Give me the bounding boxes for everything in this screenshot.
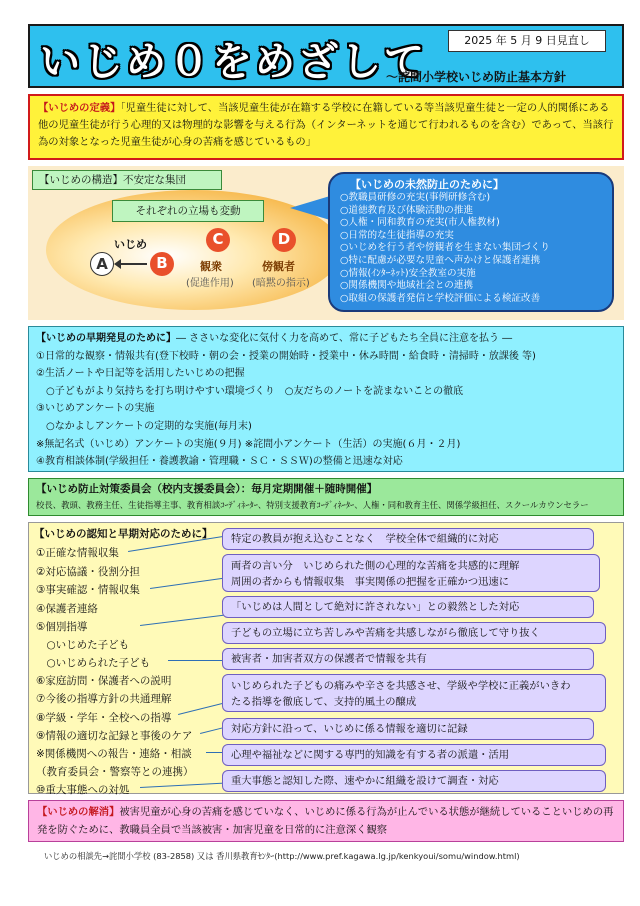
response-point: 子どもの立場に立ち苦しみや苦痛を共感しながら徹底して守り抜く xyxy=(222,622,606,644)
response-step: ⑨情報の適切な記録と事後のケア xyxy=(36,730,193,742)
definition-text: 「児童生徒に対して、当該児童生徒が在籍する学校に在籍している等当該児童生徒と一定の人的関係にある他の児童生徒が行う心理的又は物理的な影響を与える行為（インターネットを通じて行われるものを含む）であって、当該行為の対象となった児童生徒が心身の苦痛を感じているもの」 xyxy=(38,102,614,148)
response-point: 心理や福祉などに関する専門的知識を有する者の派遣・活用 xyxy=(222,744,606,766)
resolution-text: 被害児童が心身の苦痛を感じていなく、いじめに係る行為が止んでいる状態が継続していることいじめの再発を防ぐために、教職員全員で当該被害・加害児童を日常的に注意深く観察 xyxy=(37,806,614,836)
response-step: ⑥家庭訪問・保護者への説明 xyxy=(36,675,172,687)
prevention-list xyxy=(340,192,550,305)
response-step: ○いじめられた子ども xyxy=(36,657,151,669)
bullying-label: いじめ xyxy=(114,238,147,251)
response-point-class xyxy=(222,674,606,712)
early-line: ③いじめアンケートの実施 xyxy=(36,403,155,415)
response-point: たる指導を徹底して、支持的風土の醸成 xyxy=(231,696,417,708)
response-point: 対応方針に沿って、いじめに係る情報を適切に記録 xyxy=(222,718,594,740)
resolution-label: 【いじめの解消】 xyxy=(37,806,120,818)
definition-box xyxy=(28,94,624,160)
response-point: 周囲の者からも情報収集 事実関係の把握を正確かつ迅速に xyxy=(231,576,510,588)
response-step: ⑧学級・学年・全校への指導 xyxy=(36,712,172,724)
list-item: ○日常的な生徒指導の充実 xyxy=(340,229,454,241)
arrow-head-icon xyxy=(114,259,121,269)
victim-node: A xyxy=(90,252,114,276)
response-point-fact xyxy=(222,554,600,592)
audience-node: C xyxy=(206,228,230,252)
consultation-footer: いじめの相談先→詫間小学校 (83-2858) 又は 香川県教育ｾﾝﾀｰ(http://www.pref.kagawa.lg.jp/kenkyoui/somu/window.html) xyxy=(44,851,520,861)
committee-box xyxy=(28,478,624,516)
early-line: ○子どもがより気持ちを打ち明けやすい環境づくり ○友だちのノートを読まないことの徹底 xyxy=(36,385,464,397)
response-point: 被害者・加害者双方の保護者で情報を共有 xyxy=(222,648,594,670)
structure-label: 【いじめの構造】不安定な集団 xyxy=(32,170,222,190)
audience-sub: (促進作用) xyxy=(186,278,234,289)
page-title: いじめ０をめざして xyxy=(40,39,427,85)
response-step: ⑩重大事態への対処 xyxy=(36,784,130,796)
early-line: ④教育相談体制(学級担任・養護教諭・管理職・ＳＣ・ＳＳＷ)の整備と迅速な対応 xyxy=(36,456,403,468)
response-point: 重大事態と認知した際、速やかに組織を設けて調査・対応 xyxy=(222,770,606,792)
response-point: 両者の言い分 いじめられた側の心理的な苦痛を共感的に理解 xyxy=(231,560,520,572)
early-line: ○なかよしアンケートの定期的な実施(毎月末) xyxy=(36,420,252,432)
list-item: ○道徳教育及び体験活動の推進 xyxy=(340,204,474,216)
early-intro: ― ささいな変化に気付く力を高めて、常に子どもたち全員に注意を払う ― xyxy=(176,333,513,344)
response-point: 「いじめは人間として絶対に許されない」との毅然とした対応 xyxy=(222,596,594,618)
early-detection-box xyxy=(28,326,624,472)
revision-date: 2025 年 5 月 9 日見直し xyxy=(448,30,606,52)
audience-label: 観衆 xyxy=(200,260,222,273)
response-step: ⑦今後の指導方針の共通理解 xyxy=(36,693,172,705)
early-title: 【いじめの早期発見のために】 xyxy=(36,333,176,344)
early-line: ②生活ノートや日記等を活用したいじめの把握 xyxy=(36,368,245,380)
response-step: ②対応協議・役割分担 xyxy=(36,566,140,578)
response-step: ④保護者連絡 xyxy=(36,603,98,615)
bullying-arrow xyxy=(117,263,147,265)
resolution-box xyxy=(28,800,624,842)
list-item: ○特に配慮が必要な児童へ声かけと保護者連携 xyxy=(340,254,541,266)
prevention-title: 【いじめの未然防止のために】 xyxy=(350,178,504,191)
response-title: 【いじめの認知と早期対応のために】 xyxy=(34,528,213,540)
response-step: ⑤個別指導 xyxy=(36,621,88,633)
early-line: ※無記名式（いじめ）アンケートの実施(９月) ※詫間小アンケート（生活）の実施(６月・２月) xyxy=(36,438,461,450)
response-step: ※関係機関への報告・連絡・相談 xyxy=(36,748,192,760)
list-item: ○取組の保護者発信と学校評価による検証改善 xyxy=(340,292,541,304)
list-item: ○教職員研修の充実(事例研修含む) xyxy=(340,192,491,203)
list-item: ○情報(ｲﾝﾀｰﾈｯﾄ)安全教室の実施 xyxy=(340,267,476,279)
response-step: ①正確な情報収集 xyxy=(36,547,119,559)
list-item: ○いじめを行う者や傍観者を生まない集団づくり xyxy=(340,242,550,254)
bystander-sub: (暗黙の指示) xyxy=(252,278,310,289)
list-item: ○人権・同和教育の充実(市人権教材) xyxy=(340,217,500,229)
early-line: ①日常的な観察・情報共有(登下校時・朝の会・授業の開始時・授業中・休み時間・給食時・清掃時・放課後 等) xyxy=(36,350,536,362)
response-step: （教育委員会・警察等との連携） xyxy=(36,766,194,778)
response-point: いじめられた子どもの痛みや辛さを共感させ、学級や学校に正義がいきわ xyxy=(231,680,571,692)
connector-line xyxy=(168,660,224,661)
definition-label: 【いじめの定義】 xyxy=(38,102,121,114)
response-step: ○いじめた子ども xyxy=(36,639,130,651)
bystander-node: D xyxy=(272,228,296,252)
bystander-label: 傍観者 xyxy=(262,260,295,273)
response-point: 特定の教員が抱え込むことなく 学校全体で組織的に対応 xyxy=(222,528,594,550)
roles-vary-label: それぞれの立場も変動 xyxy=(112,200,264,222)
list-item: ○関係機関や地域社会との連携 xyxy=(340,280,474,292)
bubble-tail xyxy=(290,196,330,220)
response-step: ③事実確認・情報収集 xyxy=(36,584,140,596)
bully-node: B xyxy=(150,252,174,276)
page-subtitle: ～詫間小学校いじめ防止基本方針 xyxy=(386,70,567,84)
committee-title: 【いじめ防止対策委員会（校内支援委員会）：毎月定期開催＋随時開催】 xyxy=(36,483,378,495)
committee-members: 校長、教頭、教務主任、生徒指導主事、教育相談ｺｰﾃﾞｨﾈｰﾀｰ、特別支援教育ｺｰﾃﾞｨﾈｰﾀｰ、人権・同和教育主任、関係学級担任、スクールカウンセラー xyxy=(36,500,589,510)
